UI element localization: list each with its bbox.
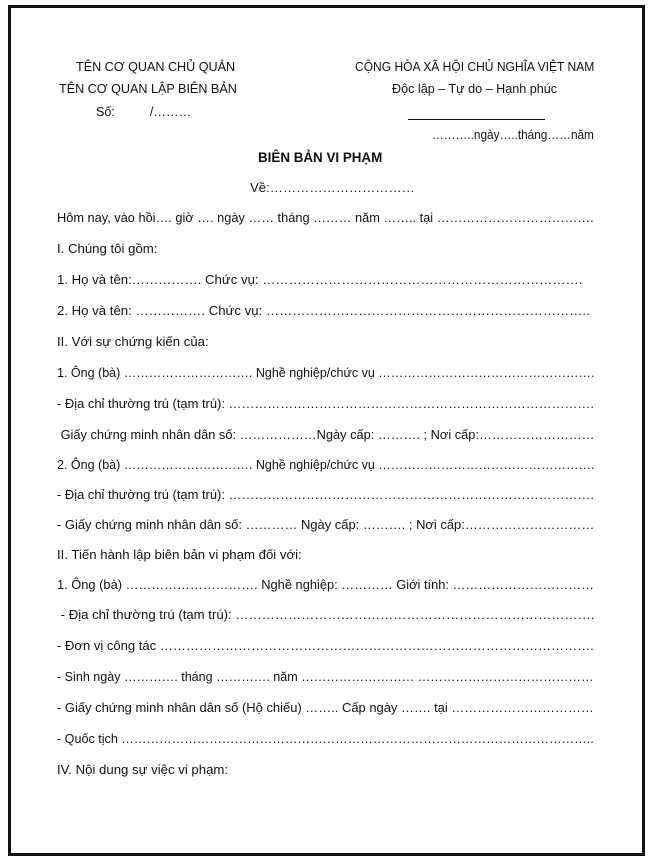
section-4-heading: IV. Nội dung sự việc vi phạm: [57,762,229,777]
form-line-witness-2: 2. Ông (bà) …………………………. Nghề nghiệp/chức vụ ……………………………………………. [57,457,595,472]
document-title: BIÊN BẢN VI PHẠM [258,150,383,165]
form-line-violator-address: - Địa chỉ thường trú (tạm trú): ………………………………………………………………………. [57,607,595,622]
form-line-violator-id: - Giấy chứng minh nhân dân số (Hộ chiếu) …….. Cấp ngày ……. tại …………………………… [57,700,594,715]
national-title: CỘNG HÒA XÃ HỘI CHỦ NGHĨA VIỆT NAM [355,60,595,74]
form-line-violator-nationality: - Quốc tịch ………………………………………………………………………………………………….. [57,731,594,746]
form-line-violator: 1. Ông (bà) …………………………. Nghề nghiệp: ………… Giới tính: …………………………… [57,577,594,592]
form-line-witness-1: 1. Ông (bà) …………………………. Nghề nghiệp/chức vụ ……………………………………………. [57,365,595,380]
section-1-heading: I. Chúng tôi gồm: [57,241,158,256]
form-line-witness-1-address: - Địa chỉ thường trú (tạm trú): …………………………………………………………………………. [57,396,594,411]
document-date: ………..ngày…..tháng……năm [432,128,594,142]
form-line-datetime-place: Hôm nay, vào hồi…. giờ …. ngày …… tháng ……… năm …….. tại ………………………………. [57,210,594,225]
document-subject: Về:…………………………… [250,180,415,195]
issuing-agency-name: TÊN CƠ QUAN LẬP BIÊN BẢN [59,82,237,96]
form-line-witness-2-id: - Giấy chứng minh nhân dân số: ………… Ngày cấp: ………. ; Nơi cấp:………………………… [57,517,595,532]
form-line-officer-1: 1. Họ và tên:……………. Chức vụ: ………………………………………………………………. [57,272,583,287]
document-number: Số: /……… [96,105,192,119]
section-3-heading: II. Tiến hành lập biên bản vi phạm đối với: [57,547,302,562]
national-motto: Độc lập – Tự do – Hạnh phúc [392,82,558,96]
motto-underline [408,119,545,120]
form-line-witness-1-id: Giấy chứng minh nhân dân số: ………………Ngày cấp: ………. ; Nơi cấp:……………………… [57,427,595,442]
form-line-officer-2: 2. Họ và tên: ……………. Chức vụ: ……………………………………………………………….. [57,303,590,318]
form-line-violator-workplace: - Đơn vị công tác ………………………………………………………………………………………. [57,638,594,653]
managing-agency-name: TÊN CƠ QUAN CHỦ QUẢN [76,60,236,74]
form-line-violator-birthdate: - Sinh ngày …………. tháng …………. năm ……………………… …………………………………… [57,669,594,684]
form-line-witness-2-address: - Địa chỉ thường trú (tạm trú): …………………………………………………………………………. [57,487,594,502]
section-2-heading: II. Với sự chứng kiến của: [57,334,209,349]
